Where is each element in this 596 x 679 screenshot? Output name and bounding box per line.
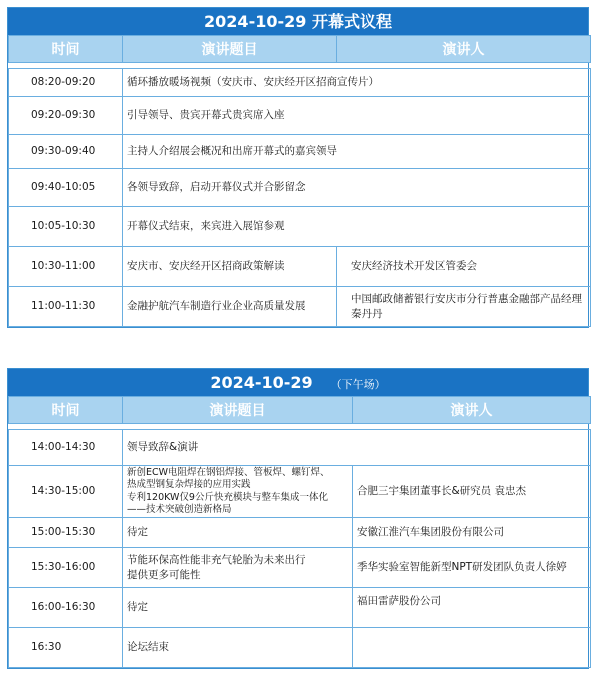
topic-cell: 安庆市、安庆经开区招商政策解读 (123, 247, 337, 287)
table-row (9, 169, 591, 207)
table-row (9, 466, 591, 518)
header-time: 时间 (9, 397, 123, 424)
table-row (9, 518, 591, 548)
speaker-cell (353, 628, 591, 668)
table-row (9, 97, 591, 135)
time-cell: 11:00-11:30 (9, 287, 123, 327)
afternoon-schedule (7, 368, 589, 669)
topic-cell: 待定 (123, 518, 353, 548)
time-cell: 09:20-09:30 (9, 97, 123, 135)
time-cell: 09:30-09:40 (9, 135, 123, 169)
topic-cell (123, 466, 353, 518)
time-cell: 16:30 (9, 628, 123, 668)
time-cell: 10:05-10:30 (9, 207, 123, 247)
afternoon-title: 2024-10-29 (210, 373, 313, 392)
speaker-cell: 安徽江淮汽车集团股份有限公司 (353, 518, 591, 548)
table-row (9, 207, 591, 247)
header-row (9, 397, 591, 424)
header-speaker: 演讲人 (353, 397, 591, 424)
header-speaker: 演讲人 (337, 36, 591, 63)
speaker-cell: 中国邮政储蓄银行安庆市分行普惠金融部产品经理 秦丹丹 (337, 287, 591, 327)
header-topic: 演讲题目 (123, 397, 353, 424)
topic-cell: 开幕仪式结束，来宾进入展馆参观 (123, 207, 591, 247)
morning-title: 2024-10-29 开幕式议程 (8, 8, 588, 35)
speaker-cell: 福田雷萨股份公司 (353, 588, 591, 628)
time-cell: 16:00-16:30 (9, 588, 123, 628)
table-row (9, 430, 591, 466)
afternoon-table (8, 396, 591, 668)
topic-cell: 金融护航汽车制造行业企业高质量发展 (123, 287, 337, 327)
speaker-cell: 合肥三宇集团董事长&研究员 袁忠杰 (353, 466, 591, 518)
speaker-cell: 季华实验室智能新型NPT研发团队负责人徐婷 (353, 548, 591, 588)
topic-cell (123, 548, 353, 588)
table-row (9, 628, 591, 668)
header-row (9, 36, 591, 63)
table-row (9, 588, 591, 628)
table-row (9, 135, 591, 169)
table-row (9, 548, 591, 588)
header-time: 时间 (9, 36, 123, 63)
morning-schedule (7, 7, 593, 328)
topic-cell: 引导领导、贵宾开幕式贵宾席入座 (123, 97, 591, 135)
topic-cell: 主持人介绍展会概况和出席开幕式的嘉宾领导 (123, 135, 591, 169)
topic-line: 节能环保高性能非充气轮胎为未来出行 (127, 554, 306, 567)
table-row (9, 69, 591, 97)
topic-line: 热成型钢复杂焊接的应用实践 (127, 479, 251, 491)
time-cell: 14:00-14:30 (9, 430, 123, 466)
time-cell: 08:20-09:20 (9, 69, 123, 97)
time-cell: 15:00-15:30 (9, 518, 123, 548)
table-row (9, 247, 591, 287)
topic-cell: 论坛结束 (123, 628, 353, 668)
topic-line: ——技术突破创造新格局 (127, 503, 232, 515)
topic-line: 专利120KW仅9公斤快充模块与整车集成一体化 (127, 491, 328, 503)
time-cell: 15:30-16:00 (9, 548, 123, 588)
morning-table (8, 35, 591, 327)
topic-cell: 循环播放暖场视频（安庆市、安庆经开区招商宣传片） (123, 69, 591, 97)
header-topic: 演讲题目 (123, 36, 337, 63)
time-cell: 14:30-15:00 (9, 466, 123, 518)
topic-cell: 各领导致辞，启动开幕仪式并合影留念 (123, 169, 591, 207)
afternoon-title-bar (8, 369, 588, 396)
afternoon-subtitle: （下午场） (330, 378, 386, 391)
speaker-cell: 安庆经济技术开发区管委会 (337, 247, 591, 287)
time-cell: 09:40-10:05 (9, 169, 123, 207)
topic-line: 提供更多可能性 (127, 568, 201, 581)
topic-cell: 待定 (123, 588, 353, 628)
topic-line: 新创ECW电阻焊在钢铝焊接、管板焊、螺钉焊、 (127, 466, 330, 478)
table-row (9, 287, 591, 327)
topic-cell: 领导致辞&演讲 (123, 430, 591, 466)
time-cell: 10:30-11:00 (9, 247, 123, 287)
